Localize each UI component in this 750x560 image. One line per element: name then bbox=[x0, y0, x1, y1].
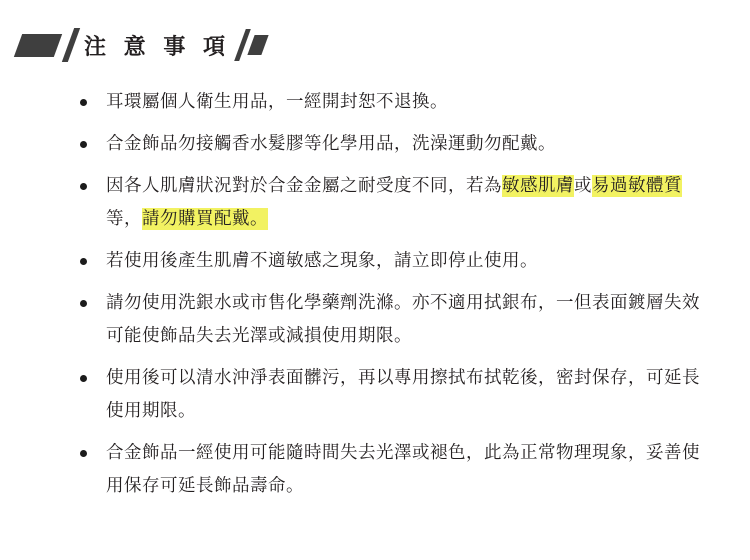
note-text: 或 bbox=[574, 176, 592, 196]
highlighted-text: 易過敏體質 bbox=[592, 176, 682, 196]
page-title: 注 意 事 項 bbox=[84, 34, 230, 60]
note-text: 請勿使用洗銀水或市售化學藥劑洗滌。亦不適用拭銀布，一但表面鍍層失效可能使飾品失去光澤或減損使用期限。 bbox=[106, 293, 700, 346]
bullet-icon bbox=[80, 183, 87, 190]
note-text: 若使用後產生肌膚不適敏感之現象，請立即停止使用。 bbox=[106, 251, 538, 271]
list-item bbox=[80, 287, 714, 353]
bullet-icon bbox=[80, 141, 87, 148]
list-item bbox=[80, 170, 714, 236]
list-item bbox=[80, 437, 714, 503]
highlighted-text: 敏感肌膚 bbox=[502, 176, 574, 196]
note-text: 合金飾品勿接觸香水髮膠等化學用品，洗澡運動勿配戴。 bbox=[106, 134, 556, 154]
bullet-icon bbox=[80, 450, 87, 457]
header-left-slash-decoration bbox=[62, 28, 80, 62]
list-item bbox=[80, 362, 714, 428]
header-right-slash-decoration bbox=[234, 29, 251, 61]
header-left-block-decoration bbox=[14, 34, 62, 57]
header-right-block-decoration bbox=[247, 35, 268, 55]
list-item bbox=[80, 128, 714, 161]
note-text: 耳環屬個人衛生用品，一經開封恕不退換。 bbox=[106, 92, 448, 112]
note-text: 合金飾品一經使用可能隨時間失去光澤或褪色，此為正常物理現象，妥善使用保存可延長飾品壽命。 bbox=[106, 443, 700, 496]
highlighted-text: 請勿購買配戴。 bbox=[142, 209, 268, 229]
notice-list bbox=[0, 86, 750, 503]
bullet-icon bbox=[80, 258, 87, 265]
note-text: 因各人肌膚狀況對於合金金屬之耐受度不同，若為 bbox=[106, 176, 502, 196]
list-item bbox=[80, 86, 714, 119]
note-text: 等， bbox=[106, 209, 142, 229]
bullet-icon bbox=[80, 99, 87, 106]
notice-page bbox=[0, 22, 750, 560]
section-header bbox=[18, 22, 750, 68]
bullet-icon bbox=[80, 300, 87, 307]
note-text: 使用後可以清水沖淨表面髒污，再以專用擦拭布拭乾後，密封保存，可延長使用期限。 bbox=[106, 368, 700, 421]
list-item bbox=[80, 245, 714, 278]
bullet-icon bbox=[80, 375, 87, 382]
